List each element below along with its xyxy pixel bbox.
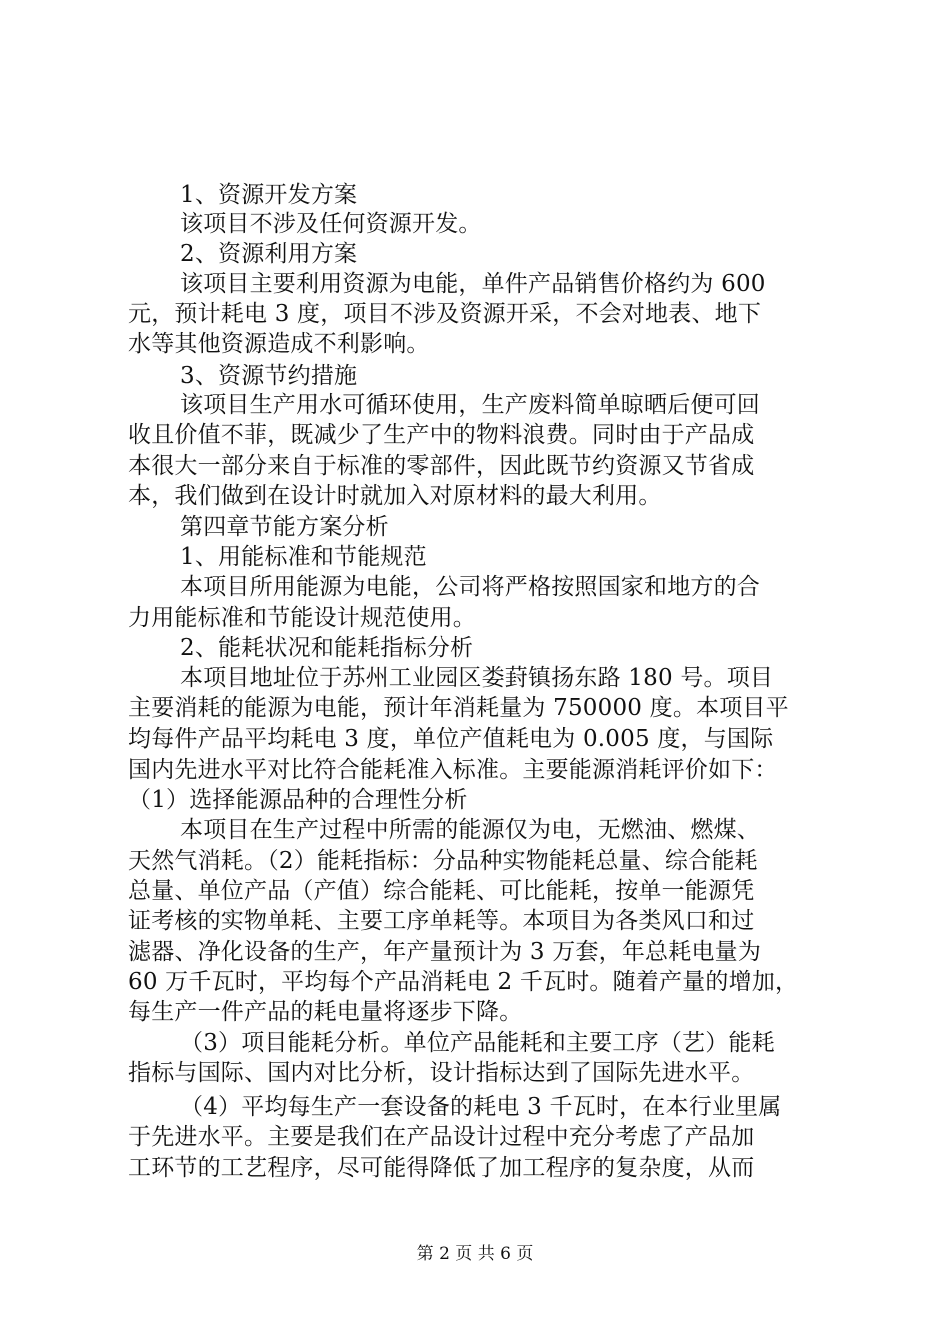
text-line: 本，我们做到在设计时就加入对原材料的最大利用。 [128,483,662,509]
text-line: （4）平均每生产一套设备的耗电 3 千瓦时，在本行业里属 [180,1094,782,1120]
text-line: 总量、单位产品（产值）综合能耗、可比能耗，按单一能源凭 [128,878,755,904]
text-line: 天然气消耗。（2）能耗指标：分品种实物能耗总量、综合能耗 [128,848,758,874]
text-line: 1、资源开发方案 [180,182,358,208]
text-line: 2、能耗状况和能耗指标分析 [180,635,474,661]
text-line: 2、资源利用方案 [180,241,358,267]
text-line: 本项目在生产过程中所需的能源仅为电，无燃油、燃煤、 [180,817,760,843]
text-line: 于先进水平。主要是我们在产品设计过程中充分考虑了产品加 [128,1124,755,1150]
text-line: 本很大一部分来自于标准的零部件，因此既节约资源又节省成 [128,453,755,479]
text-line: 收且价值不菲，既减少了生产中的物料浪费。同时由于产品成 [128,422,755,448]
chapter-heading: 第四章节能方案分析 [180,514,389,540]
text-line: 工环节的工艺程序，尽可能得降低了加工程序的复杂度，从而 [128,1155,755,1181]
text-line: 本项目地址位于苏州工业园区娄葑镇扬东路 180 号。项目 [180,665,774,691]
text-line: 1、用能标准和节能规范 [180,544,427,570]
text-line: 元，预计耗电 3 度，项目不涉及资源开采，不会对地表、地下 [128,301,762,327]
text-line: 该项目主要利用资源为电能，单件产品销售价格约为 600 [180,271,766,297]
text-line: 滤器、净化设备的生产，年产量预计为 3 万套，年总耗电量为 [128,939,762,965]
text-line: 均每件产品平均耗电 3 度，单位产值耗电为 0.005 度，与国际 [128,726,774,752]
text-line: 水等其他资源造成不利影响。 [128,331,430,357]
text-line: 国内先进水平对比符合能耗准入标准。主要能源消耗评价如下： [128,757,778,783]
text-line: （1）选择能源品种的合理性分析 [128,787,468,813]
text-line: 60 万千瓦时，平均每个产品消耗电 2 千瓦时。随着产量的增加， [128,969,799,995]
text-line: 该项目生产用水可循环使用，生产废料简单晾晒后便可回 [180,392,760,418]
text-line: 该项目不涉及任何资源开发。 [180,211,482,237]
page-number: 第 2 页 共 6 页 [416,1244,534,1264]
text-line: 指标与国际、国内对比分析，设计指标达到了国际先进水平。 [128,1060,755,1086]
text-line: 每生产一件产品的耗电量将逐步下降。 [128,999,523,1025]
text-line: 力用能标准和节能设计规范使用。 [128,605,476,631]
text-line: 主要消耗的能源为电能，预计年消耗量为 750000 度。本项目平 [128,695,789,721]
text-line: 证考核的实物单耗、主要工序单耗等。本项目为各类风口和过 [128,908,755,934]
text-line: 本项目所用能源为电能，公司将严格按照国家和地方的合 [180,574,760,600]
text-line: （3）项目能耗分析。单位产品能耗和主要工序（艺）能耗 [180,1030,775,1056]
page-footer [0,1243,950,1265]
text-line: 3、资源节约措施 [180,363,358,389]
